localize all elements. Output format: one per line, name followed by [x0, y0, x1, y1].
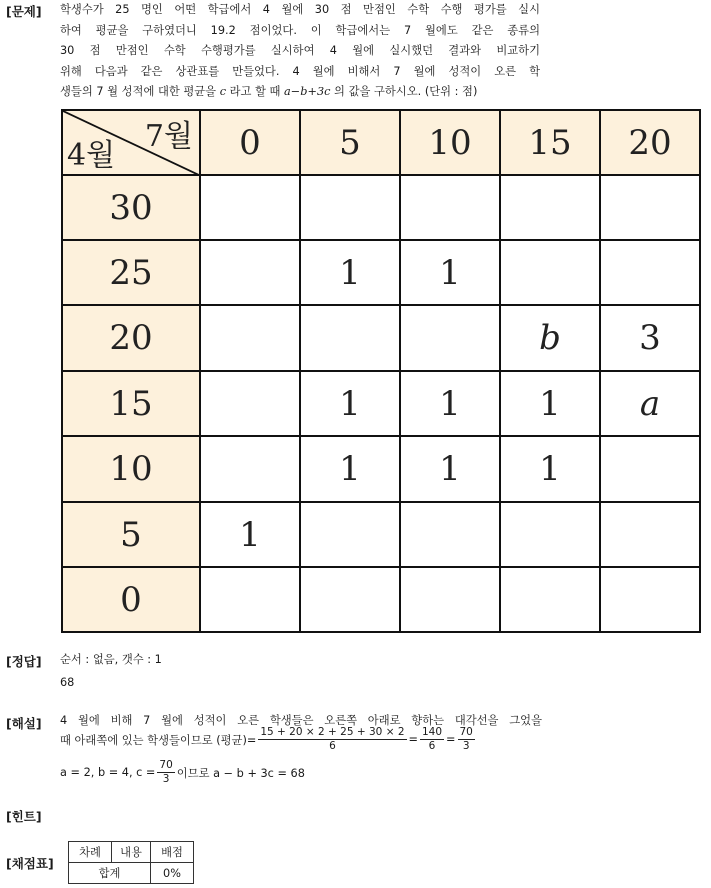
score-total-row	[69, 863, 194, 884]
table-cell	[500, 567, 600, 632]
score-total-value: 0%	[151, 863, 194, 884]
table-cell	[400, 567, 500, 632]
problem-label: [문제]	[6, 4, 42, 19]
table-cell	[500, 240, 600, 305]
header-row	[62, 110, 700, 175]
fraction: $\frac{15 + 20 \times 2 + 25 + 30 \times 2}{6}$	[260, 726, 405, 752]
table-cell: 1	[500, 371, 600, 436]
problem-line: 30 점 만점인 수학 수행평가를 실시하여 4 월에 실시했던 결과와 비교하기	[60, 44, 540, 58]
table-row	[62, 175, 700, 240]
explanation-line: 4 월에 비해 7 월에 성적이 오른 학생들은 오른쪽 아래로 향하는 대각선을 그었을	[60, 714, 542, 727]
row-header: 15	[62, 371, 200, 436]
score-header-row	[69, 842, 194, 863]
table-cell	[500, 502, 600, 567]
table-cell	[600, 175, 700, 240]
table-cell	[200, 240, 300, 305]
table-row	[62, 502, 700, 567]
table-cell: 1	[400, 436, 500, 502]
correlation-table	[61, 109, 701, 633]
fraction: $\frac{140}{6}$	[421, 726, 443, 752]
corner-top-label: 7월	[144, 119, 193, 154]
col-header: 5	[300, 110, 400, 175]
expression: a−b+3c	[284, 85, 331, 99]
table-cell	[200, 305, 300, 371]
col-header: 0	[200, 110, 300, 175]
problem-text	[60, 0, 540, 103]
var-c: c	[219, 85, 227, 99]
table-cell	[600, 240, 700, 305]
row-header: 25	[62, 240, 200, 305]
answer-label: [정답]	[6, 654, 42, 669]
problem-line: 위해 다음과 같은 상관표를 만들었다. 4 월에 비해서 7 월에 성적이 오른 학	[60, 64, 540, 78]
table-cell	[400, 305, 500, 371]
score-header: 내용	[112, 842, 151, 863]
table-cell: 1	[300, 436, 400, 502]
table-cell	[300, 175, 400, 240]
table-cell	[400, 502, 500, 567]
fraction: $\frac{70}{3}$	[159, 759, 173, 785]
table-cell	[200, 567, 300, 632]
table-cell: 1	[400, 240, 500, 305]
score-table-label: [채점표]	[6, 856, 54, 871]
explanation-text	[60, 712, 542, 786]
row-header: 20	[62, 305, 200, 371]
table-row	[62, 436, 700, 502]
answer-value: 68	[60, 676, 75, 689]
row-header: 30	[62, 175, 200, 240]
table-cell	[200, 371, 300, 436]
table-cell	[300, 305, 400, 371]
problem-line: 하여 평균을 구하였더니 19.2 점이었다. 이 학급에서는 7 월에도 같은 종류의	[60, 23, 540, 37]
table-row	[62, 567, 700, 632]
answer-meta: 순서 : 없음, 갯수 : 1	[60, 653, 162, 666]
score-total-label: 합계	[69, 863, 151, 884]
table-cell-var-b: b	[500, 305, 600, 371]
table-cell	[600, 436, 700, 502]
table-cell	[200, 175, 300, 240]
table-cell	[300, 502, 400, 567]
problem-line: 학생수가 25 명인 어떤 학급에서 4 월에 30 점 만점인 수학 수행 평가를 실시	[60, 3, 540, 16]
col-header: 20	[600, 110, 700, 175]
hint-label: [힌트]	[6, 809, 42, 824]
explanation-label: [해설]	[6, 716, 42, 731]
table-cell: 1	[300, 240, 400, 305]
col-header: 15	[500, 110, 600, 175]
table-cell: 1	[400, 371, 500, 436]
explanation-result: a = 2, b = 4, c = $\frac{70}{3}$ 이므로 a − b + 3c = 68	[60, 759, 305, 785]
table-cell: 1	[300, 371, 400, 436]
table-row	[62, 305, 700, 371]
table-cell	[400, 175, 500, 240]
table-cell	[200, 436, 300, 502]
table-cell: 1	[200, 502, 300, 567]
fraction: $\frac{70}{3}$	[459, 726, 473, 752]
table-cell	[600, 567, 700, 632]
row-header: 10	[62, 436, 200, 502]
row-header: 5	[62, 502, 200, 567]
table-cell: 3	[600, 305, 700, 371]
table-cell: 1	[500, 436, 600, 502]
table-cell	[500, 175, 600, 240]
corner-cell	[62, 110, 200, 175]
col-header: 10	[400, 110, 500, 175]
score-table	[68, 841, 194, 884]
table-cell	[300, 567, 400, 632]
table-cell-var-a: a	[600, 371, 700, 436]
table-row	[62, 240, 700, 305]
problem-line: 생들의 7 월 성적에 대한 평균을 c 라고 할 때 a−b+3c 의 값을 구하시오. (단위 : 점)	[60, 85, 478, 99]
score-header: 차례	[69, 842, 112, 863]
table-cell	[600, 502, 700, 567]
table-row	[62, 371, 700, 436]
row-header: 0	[62, 567, 200, 632]
explanation-formula: 때 아래쪽에 있는 학생들이므로 (평균)= $\frac{15 + 20 \times 2 + 25 + 30 \times 2}{6}$ = $\frac{140}{6}$ = $\frac{70}{3}$	[60, 726, 473, 752]
corner-bottom-label: 4월	[67, 138, 116, 173]
score-header: 배점	[151, 842, 194, 863]
